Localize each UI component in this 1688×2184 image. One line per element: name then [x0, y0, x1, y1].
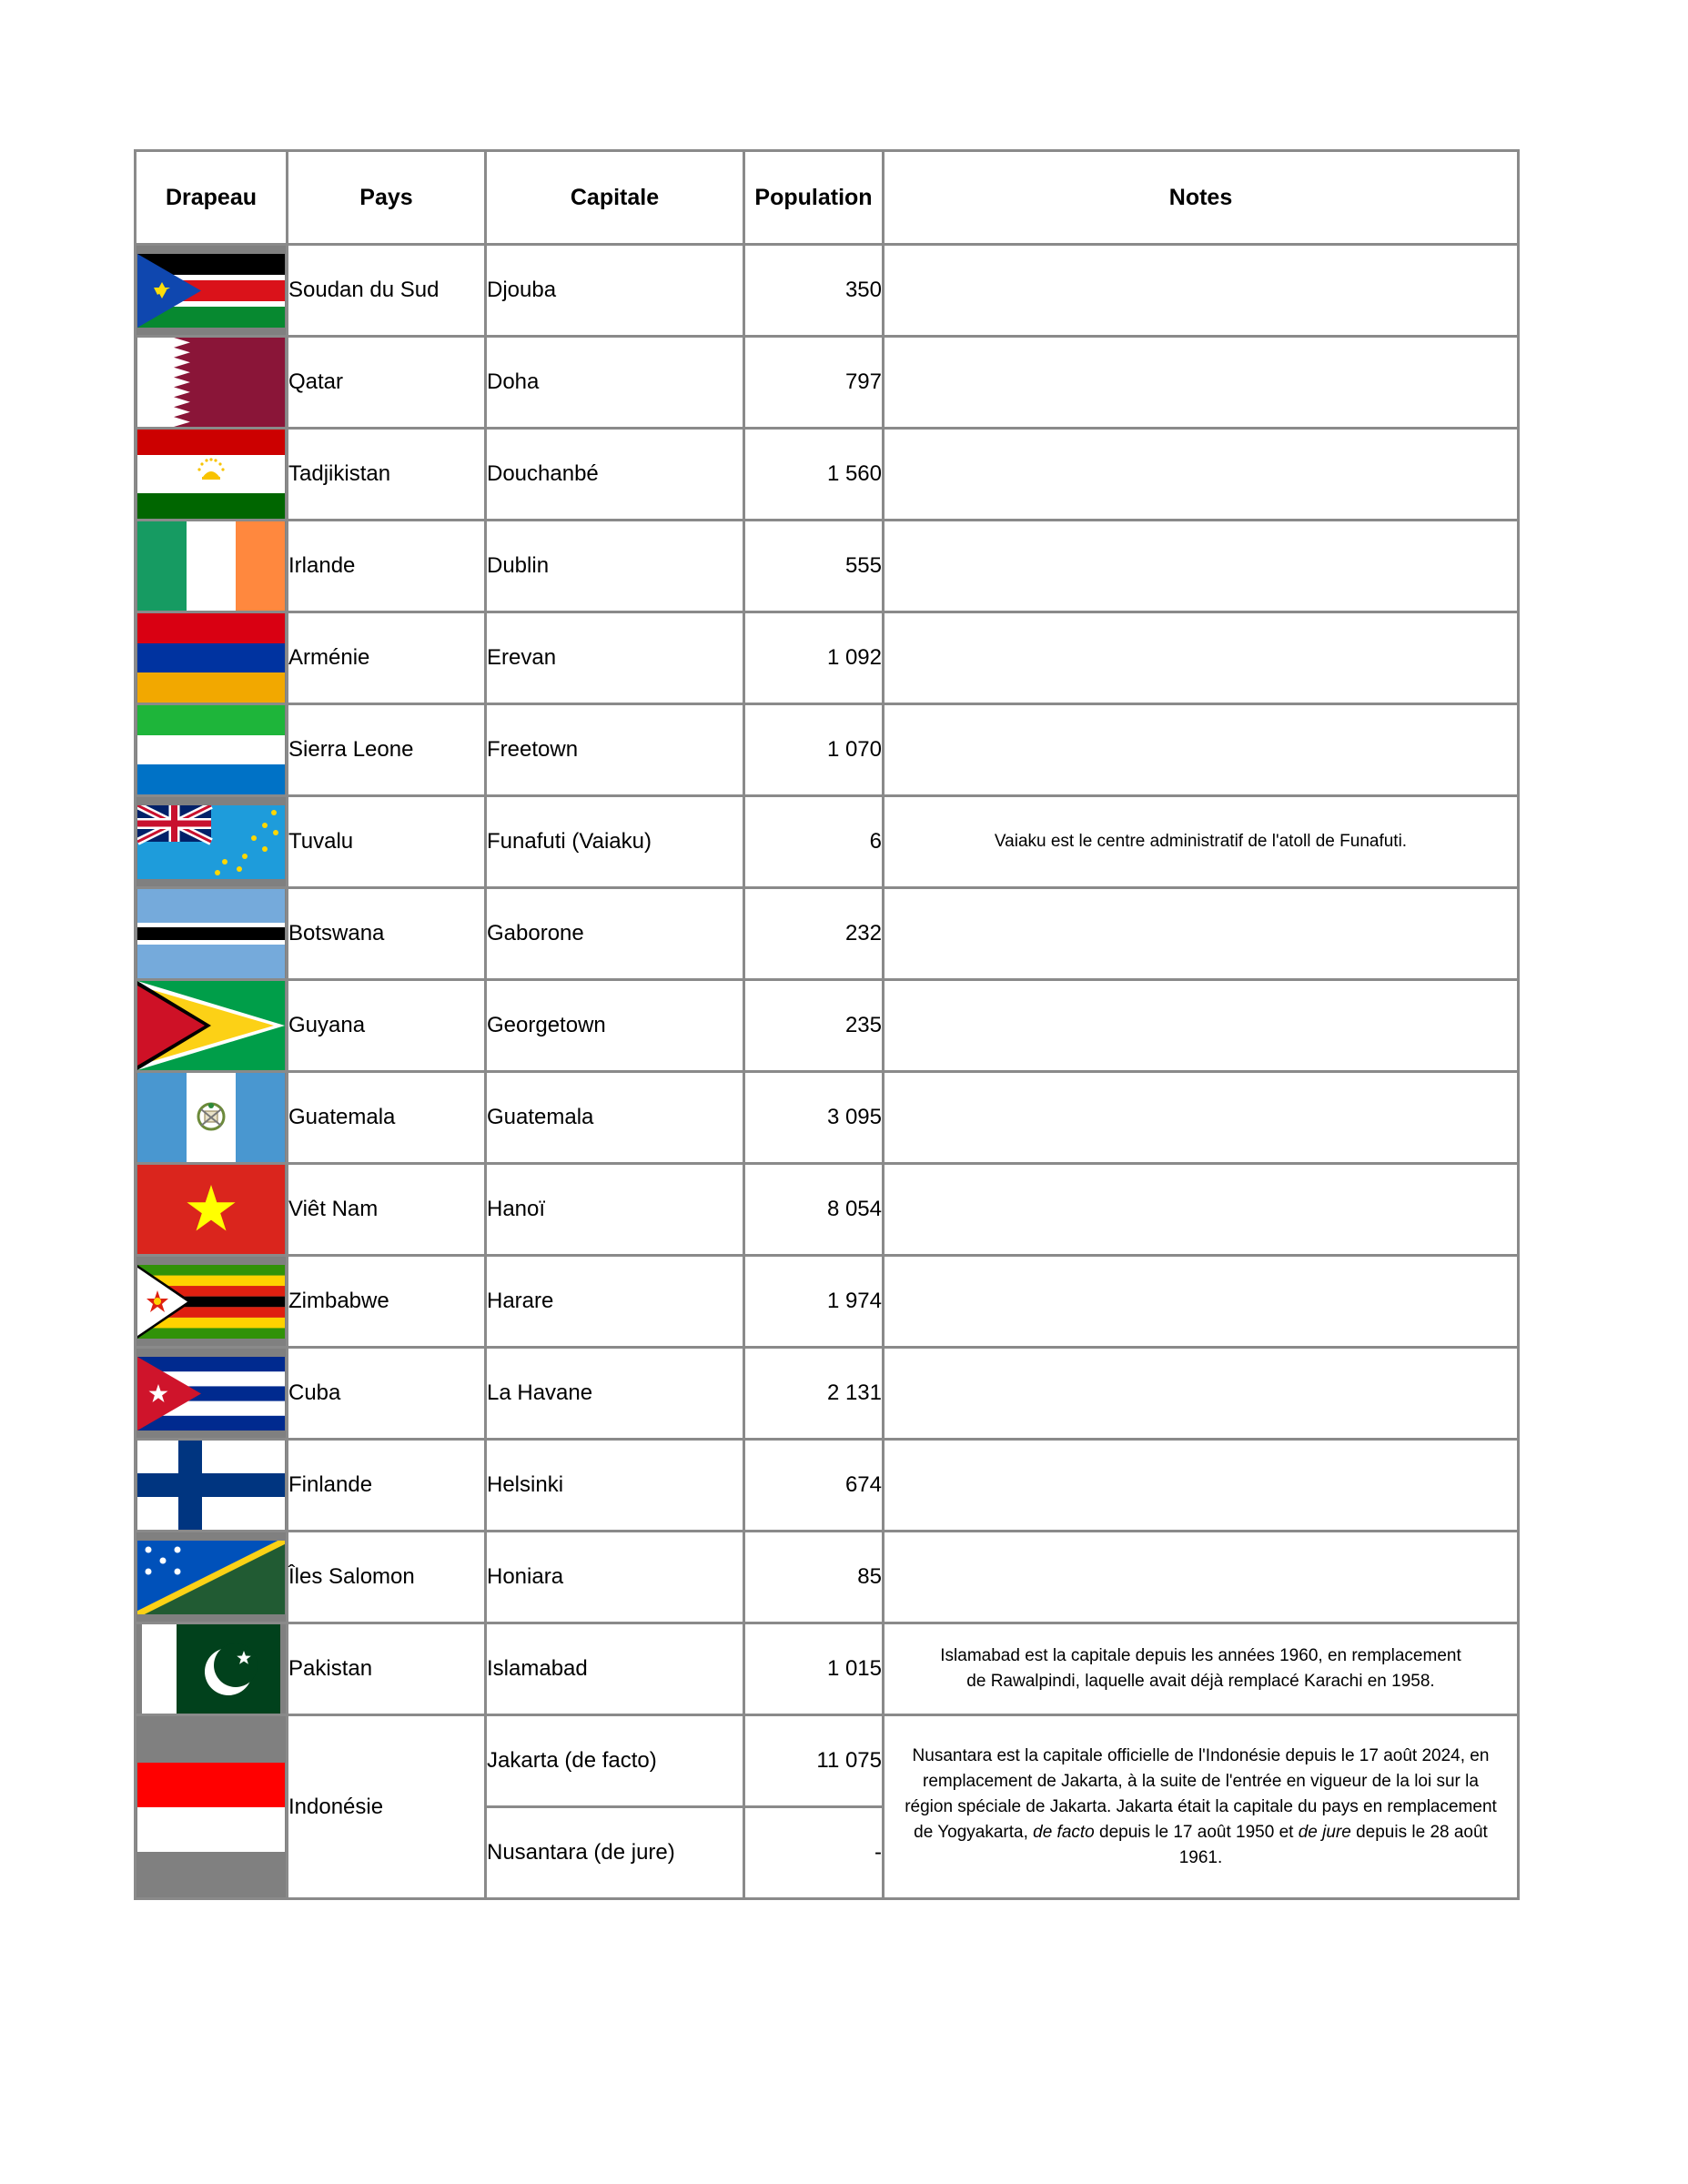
flag-cell: [136, 1715, 288, 1899]
note-cell: [884, 1256, 1519, 1348]
table-row: [136, 704, 1519, 796]
note-cell: [884, 1348, 1519, 1440]
country-name: Tadjikistan: [288, 429, 486, 521]
note-cell: [884, 888, 1519, 980]
population-value: 3 095: [744, 1072, 884, 1164]
flag-cell: [136, 612, 288, 704]
country-name: Guatemala: [288, 1072, 486, 1164]
capitals-table: [134, 149, 1520, 1900]
guatemala-flag-icon: [137, 1073, 285, 1162]
header-country: Pays: [288, 151, 486, 245]
country-name: Îles Salomon: [288, 1532, 486, 1623]
country-name: Cuba: [288, 1348, 486, 1440]
zimbabwe-flag-icon: [137, 1265, 285, 1339]
flag-cell: [136, 245, 288, 337]
table-row: [136, 612, 1519, 704]
note-italic: de jure: [1298, 1822, 1351, 1842]
capital-name: Honiara: [486, 1532, 744, 1623]
note-cell: [884, 429, 1519, 521]
table-row: [136, 1532, 1519, 1623]
note-cell: [884, 1715, 1519, 1899]
population-value: 1 015: [744, 1623, 884, 1715]
population-value: 232: [744, 888, 884, 980]
note-cell: [884, 1623, 1519, 1715]
finland-flag-icon: [137, 1441, 285, 1530]
table-row: [136, 980, 1519, 1072]
capital-name: La Havane: [486, 1348, 744, 1440]
table-row: [136, 521, 1519, 612]
note-line: de Rawalpindi, laquelle avait déjà remplacé Karachi en 1958.: [966, 1672, 1435, 1691]
note-line: Nusantara est la capitale officielle de l'Indonésie depuis le 17 août 2024, en: [912, 1745, 1490, 1765]
table-row: [136, 888, 1519, 980]
note-cell: [884, 1072, 1519, 1164]
population-value: 350: [744, 245, 884, 337]
country-name: Irlande: [288, 521, 486, 612]
flag-cell: [136, 1623, 288, 1715]
population-value: 6: [744, 796, 884, 888]
table-row: [136, 1623, 1519, 1715]
country-name: Soudan du Sud: [288, 245, 486, 337]
population-value: 1 974: [744, 1256, 884, 1348]
flag-cell: [136, 1164, 288, 1256]
capital-name: Erevan: [486, 612, 744, 704]
flag-cell: [136, 337, 288, 429]
population-value: 8 054: [744, 1164, 884, 1256]
population-value: 1 070: [744, 704, 884, 796]
country-name: Guyana: [288, 980, 486, 1072]
ireland-flag-icon: [137, 521, 285, 611]
population-value: 1 092: [744, 612, 884, 704]
table-row: [136, 1256, 1519, 1348]
table-row: [136, 1164, 1519, 1256]
flag-cell: [136, 1072, 288, 1164]
country-name: Pakistan: [288, 1623, 486, 1715]
tajikistan-flag-icon: [137, 430, 285, 519]
header-capital: Capitale: [486, 151, 744, 245]
note-line: 1961.: [1178, 1847, 1223, 1867]
note-cell: [884, 1532, 1519, 1623]
population-value: 674: [744, 1440, 884, 1532]
guyana-flag-icon: [137, 981, 285, 1070]
sierra-leone-flag-icon: [137, 705, 285, 794]
flag-cell: [136, 888, 288, 980]
note-line: [914, 1823, 1488, 1842]
note-line: remplacement de Jakarta, à la suite de l'entrée en vigueur de la loi sur la: [923, 1771, 1479, 1791]
south-sudan-flag-icon: [137, 254, 285, 328]
country-name: Qatar: [288, 337, 486, 429]
table-row: [136, 1440, 1519, 1532]
qatar-flag-icon: [137, 338, 285, 427]
country-name: Tuvalu: [288, 796, 486, 888]
note-line: région spéciale de Jakarta. Jakarta était la capitale du pays en remplacement: [905, 1796, 1497, 1816]
note-cell: [884, 245, 1519, 337]
header-notes: Notes: [884, 151, 1519, 245]
population-value: 555: [744, 521, 884, 612]
note-line: Islamabad est la capitale depuis les années 1960, en remplacement: [940, 1646, 1461, 1665]
table-row: [136, 429, 1519, 521]
country-name: Indonésie: [288, 1715, 486, 1899]
flag-cell: [136, 980, 288, 1072]
country-name: Viêt Nam: [288, 1164, 486, 1256]
capital-name: Helsinki: [486, 1440, 744, 1532]
note-text: depuis le 28 août: [1350, 1822, 1488, 1842]
population-value: 797: [744, 337, 884, 429]
pakistan-flag-icon: [142, 1624, 280, 1714]
capital-name: Doha: [486, 337, 744, 429]
population-value: 85: [744, 1532, 884, 1623]
table-row: [136, 1715, 1519, 1807]
header-row: [136, 151, 1519, 245]
population-value: 2 131: [744, 1348, 884, 1440]
flag-cell: [136, 796, 288, 888]
note-cell: Vaiaku est le centre administratif de l'atoll de Funafuti.: [884, 796, 1519, 888]
flag-cell: [136, 1440, 288, 1532]
note-text: de Yogyakarta,: [914, 1822, 1034, 1842]
note-cell: [884, 612, 1519, 704]
header-population: Population: [744, 151, 884, 245]
note-cell: [884, 337, 1519, 429]
capital-name: Islamabad: [486, 1623, 744, 1715]
table-row: [136, 1072, 1519, 1164]
note-cell: [884, 1164, 1519, 1256]
flag-cell: [136, 521, 288, 612]
capital-name: Jakarta (de facto): [486, 1715, 744, 1807]
capital-name: Douchanbé: [486, 429, 744, 521]
capital-name: Georgetown: [486, 980, 744, 1072]
population-value: 11 075: [744, 1715, 884, 1807]
country-name: Zimbabwe: [288, 1256, 486, 1348]
armenia-flag-icon: [137, 613, 285, 703]
vietnam-flag-icon: [137, 1165, 285, 1254]
capital-name: Guatemala: [486, 1072, 744, 1164]
capital-name: Nusantara (de jure): [486, 1807, 744, 1899]
note-cell: [884, 980, 1519, 1072]
capital-name: Harare: [486, 1256, 744, 1348]
country-name: Finlande: [288, 1440, 486, 1532]
capital-name: Djouba: [486, 245, 744, 337]
population-value: 1 560: [744, 429, 884, 521]
table-row: [136, 245, 1519, 337]
flag-cell: [136, 1348, 288, 1440]
flag-cell: [136, 429, 288, 521]
note-cell: [884, 1440, 1519, 1532]
flag-cell: [136, 704, 288, 796]
note-italic: de facto: [1033, 1822, 1095, 1842]
flag-cell: [136, 1532, 288, 1623]
capital-name: Funafuti (Vaiaku): [486, 796, 744, 888]
botswana-flag-icon: [137, 889, 285, 978]
country-name: Sierra Leone: [288, 704, 486, 796]
capital-name: Hanoï: [486, 1164, 744, 1256]
note-cell: [884, 521, 1519, 612]
country-name: Botswana: [288, 888, 486, 980]
flag-cell: [136, 1256, 288, 1348]
population-value: -: [744, 1807, 884, 1899]
capital-name: Dublin: [486, 521, 744, 612]
tuvalu-flag-icon: [137, 805, 285, 879]
note-text: depuis le 17 août 1950 et: [1094, 1822, 1299, 1842]
table-row: [136, 1348, 1519, 1440]
capital-name: Gaborone: [486, 888, 744, 980]
population-value: 235: [744, 980, 884, 1072]
table-row: [136, 796, 1519, 888]
header-flag: Drapeau: [136, 151, 288, 245]
solomon-islands-flag-icon: [137, 1541, 285, 1614]
capital-name: Freetown: [486, 704, 744, 796]
table-row: [136, 337, 1519, 429]
cuba-flag-icon: [137, 1357, 285, 1431]
note-cell: [884, 704, 1519, 796]
country-name: Arménie: [288, 612, 486, 704]
indonesia-flag-icon: [137, 1763, 285, 1852]
